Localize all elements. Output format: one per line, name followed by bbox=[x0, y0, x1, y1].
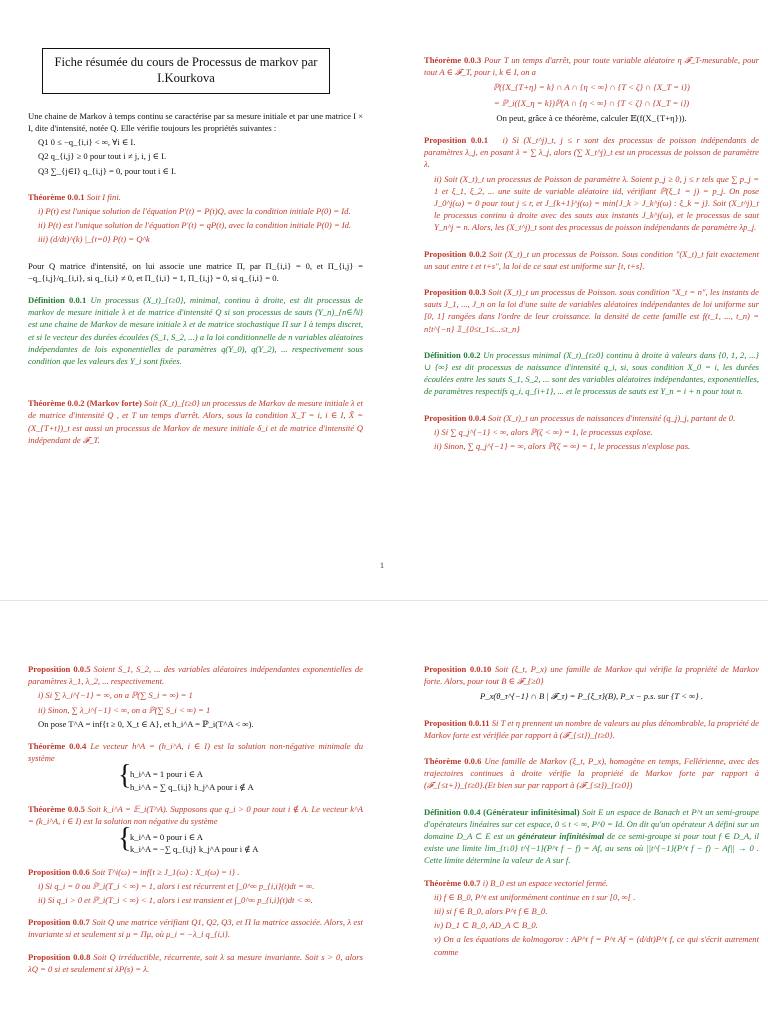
proposition-text: Soit (X_t)_t un processus de naissances d'intensité (q_j)_j, partant de 0. bbox=[487, 412, 736, 423]
proposition-heading: Proposition 0.0.2 bbox=[424, 248, 487, 259]
theorem-item-i: i) P(t) est l'unique solution de l'équation P′(t) = P(t)Q, avec la condition initiale P(0) = Id. bbox=[38, 205, 351, 216]
proposition-heading: Proposition 0.0.11 bbox=[424, 717, 490, 728]
definition-0-0-4 bbox=[424, 806, 759, 867]
proposition-item-ii: ii) Si q_i > 0 et ℙ_i(T_i < ∞) < 1, alors i est transient et ∫_0^∞ p_{i,i}(t)dt < ∞. bbox=[38, 895, 313, 906]
proposition-heading: Proposition 0.0.3 bbox=[424, 287, 486, 298]
proposition-equation: P_x(θ_τ^{−1} ∩ B | 𝓕_τ) = P_{ξ_τ}(B), P_x − p.s. sur {T < ∞} . bbox=[480, 691, 703, 702]
page1-left-column bbox=[28, 48, 363, 456]
definition-0-0-1 bbox=[28, 294, 363, 367]
equation-line: h_i^A = ∑ q_{i,j} h_j^A pour i ∉ A bbox=[130, 781, 254, 792]
property-q1: Q1 0 ≤ −q_{i,i} < ∞, ∀i ∈ I. bbox=[38, 137, 136, 148]
proposition-heading: Proposition 0.0.6 bbox=[28, 866, 90, 877]
intro-text: Une chaine de Markov à temps continu se caractérise par sa mesure initiale et par une matrice I × I, dite d'intensité, notée Q. Elle vérifie toujours les propriétés suivantes : bbox=[28, 110, 363, 133]
proposition-heading: Proposition 0.0.7 bbox=[28, 917, 90, 928]
theorem-0-0-6 bbox=[424, 755, 759, 792]
theorem-equation-1: ℙ({X_{T+η} = k} ∩ A ∩ {η < ∞} ∩ {T < ζ} ∩ {X_T = i}) bbox=[493, 82, 690, 93]
proposition-item-ii: ii) Sinon, ∑ q_j^{−1} = ∞, alors ℙ(ζ = ∞) = 1, le processus n'explose pas. bbox=[434, 441, 691, 452]
proposition-0-0-3 bbox=[424, 286, 759, 335]
theorem-heading: Théorème 0.0.4 bbox=[28, 741, 87, 752]
proposition-0-0-11 bbox=[424, 717, 759, 741]
theorem-heading: Théorème 0.0.2 (Markov forte) bbox=[28, 398, 142, 409]
proposition-heading: Proposition 0.0.10 bbox=[424, 664, 492, 674]
page-2 bbox=[0, 600, 768, 1024]
equation-line: { k_i^A = 0 pour i ∈ A bbox=[130, 832, 204, 843]
theorem-item-iii: iii) si f ∈ B_0, alors P^t f ∈ B_0. bbox=[434, 906, 548, 917]
equation-line: k_i^A = −∑ q_{i,j} k_j^A pour i ∉ A bbox=[130, 844, 259, 855]
definition-heading: Définition 0.0.2 bbox=[424, 349, 481, 360]
equation-line: { h_i^A = 1 pour i ∈ A bbox=[130, 769, 204, 780]
page2-left-column bbox=[28, 663, 363, 985]
proposition-text: Si T et η prennent un nombre de valeurs au plus dénombrable, la propriété de Markov forte est vérifiée par rapport à (𝓕_{≤t})_{t≥0}. bbox=[424, 717, 759, 740]
proposition-0-0-1 bbox=[424, 134, 759, 234]
theorem-text: Soit (X_t)_{t≥0} un processus de Markov de mesure initiale λ et de matrice d'intensité Q , et T un temps d'arrêt. Alors, sous la condition X_T = i, i ∈ I, X̃ = (X_{T+t})_t est aussi un processus de Markov de mesure initiale δ_i et de matrice d'intensité Q indépendant de 𝓕_T. bbox=[28, 398, 363, 445]
page1-right-column bbox=[424, 54, 759, 462]
proposition-0-0-8 bbox=[28, 951, 363, 975]
proposition-item-i: i) Si (X_t^j)_t, j ≤ r sont des processus de poisson indépendants de paramètres λ_j, en posant λ = ∑ λ_j, alors (∑ X_t^j)_t est un processus de poisson de paramètre λ. bbox=[424, 135, 759, 170]
proposition-0-0-10 bbox=[424, 663, 759, 703]
proposition-item-i: i) Si ∑ λ_i^{−1} = ∞, on a ℙ(∑ S_i = ∞) = 1 bbox=[38, 690, 193, 701]
proposition-0-0-5 bbox=[28, 663, 363, 730]
theorem-text: Pour T un temps d'arrêt, pour toute variable aléatoire η 𝓕_T-mesurable, pour tout A ∈ 𝓕_T, pour i, k ∈ I, on a bbox=[424, 55, 760, 78]
property-q2: Q2 q_{i,j} ≥ 0 pour tout i ≠ j, i, j ∈ I. bbox=[38, 151, 167, 162]
intro-paragraph bbox=[28, 110, 363, 177]
definition-heading: Définition 0.0.1 bbox=[28, 294, 87, 305]
proposition-heading: Proposition 0.0.8 bbox=[28, 951, 91, 962]
definition-text: Un processus minimal (X_t)_{t≥0} continu à droite à valeurs dans {0, 1, 2, ...} ∪ {∞} est dit processus de naissance d'intensité q_i, si, sous condition X_0 = i, les durées écoulées entre les sauts S_1, S_2, ... sont des variables aléatoires indépendantes, exponentielles, de paramètres respectifs q_i, q_{i+1}, ... et le processus de sauts est Y_n = i + n pour tout n. bbox=[424, 349, 759, 397]
proposition-text: Soit Q une matrice vérifiant Q1, Q2, Q3, et Π la matrice associée. Alors, λ est invariante si et seulement si μ = Πμ, où μ_i = −λ_i q_{i,i}. bbox=[28, 917, 363, 940]
proposition-item-i: i) Si q_i = 0 ou ℙ_i(T_i < ∞) = 1, alors i est récurrent et ∫_0^∞ p_{i,i}(t)dt = ∞. bbox=[38, 880, 315, 891]
proposition-item-ii: ii) Sinon, ∑ λ_i^{−1} < ∞, on a ℙ(∑ S_i < ∞) = 1 bbox=[38, 704, 211, 715]
theorem-text: Le vecteur h^A = (h_i^A, i ∈ I) est la solution non-négative minimale du système bbox=[28, 741, 363, 764]
proposition-text: Soient S_1, S_2, ... des variables aléatoires indépendantes exponentielles de paramètres λ_1, λ_2, ... respectivement. bbox=[28, 664, 363, 687]
theorem-text: i) B_0 est un espace vectoriel fermé. bbox=[482, 877, 608, 888]
proposition-text: Soit (X_t)_t un processus de Poisson. Sous condition "(X_t)_t fait exactement un saut entre t et t+s", la loi de ce saut est uniforme sur [t, t+s]. bbox=[424, 248, 759, 271]
hitting-time-definition: On pose T^A = inf{t ≥ 0, X_t ∈ A}, et h_i^A = ℙ_i(T^A < ∞). bbox=[38, 718, 254, 729]
theorem-heading: Théorème 0.0.6 bbox=[424, 756, 482, 767]
definition-text: Soit E un espace de Banach et P^t un semi-groupe d'opérateurs linéaires sur cet espace, 0 ≤ t < ∞, P^0 = Id. On dit qu'un opérateur A défini sur un domaine D_A ⊂ E est un générateur infinitésimal de ce semi-groupe si pour tout f ∈ D_A, il existe une limite lim_{t↓0} t^{−1}(P^t f − f) = Af, au sens où ||t^{−1}(P^t f − f) − Af|| → 0 . Cette limite détermine la valeur de A sur f. bbox=[424, 806, 759, 866]
proposition-heading: Proposition 0.0.1 bbox=[424, 135, 489, 146]
theorem-heading: Théorème 0.0.3 bbox=[424, 55, 482, 65]
proposition-heading: Proposition 0.0.5 bbox=[28, 664, 91, 674]
property-q3: Q3 ∑_{j∈I} q_{i,j} = 0, pour tout i ∈ I. bbox=[38, 165, 177, 176]
page2-right-column bbox=[424, 663, 759, 968]
bold-term: générateur infinitésimal bbox=[517, 831, 605, 842]
theorem-item-iii: iii) (d/dt)^(k) |_{t=0} P(t) = Q^k bbox=[38, 234, 150, 245]
proposition-0-0-2 bbox=[424, 248, 759, 272]
theorem-0-0-1 bbox=[28, 191, 363, 246]
definition-0-0-2 bbox=[424, 349, 759, 398]
theorem-equation-2: = ℙ_i({X_η = k})ℙ(A ∩ {η < ∞} ∩ {T < ζ} ∩ {X_T = i}) bbox=[493, 97, 690, 108]
definition-heading: Définition 0.0.4 (Générateur infinitésimal) bbox=[424, 806, 580, 817]
theorem-heading: Théorème 0.0.1 bbox=[28, 191, 85, 202]
theorem-item-ii: ii) f ∈ B_0, P^t est uniformément continue en t sur [0, ∞[ . bbox=[434, 891, 636, 902]
theorem-0-0-7 bbox=[424, 877, 759, 958]
theorem-text: Une famille de Markov (ξ_t, P_x), homogène en temps, Fellérienne, avec des trajectoires continues à droite vérifie la propriété de Markov forte par rapport à (𝓕_{≤t+})_{t≥0}.(Et bien sur par rapport à (𝓕_{≤t})_{t≥0}) bbox=[424, 756, 760, 791]
proposition-item-i: i) Si ∑ q_j^{−1} < ∞, alors ℙ(ζ < ∞) = 1, le processus explose. bbox=[434, 426, 653, 437]
theorem-text: Soit I fini. bbox=[86, 191, 121, 202]
proposition-heading: Proposition 0.0.4 bbox=[424, 412, 486, 423]
definition-text: Un processus (X_t)_{t≥0}, minimal, continu à droite, est dit processus de markov de mesure initiale λ et de matrice d'intensité Q si son processus de sauts (Y_n)_{n∈ℕ} est une chaine de Markov de mesure initiale λ et de matrice stochastique Π sur I à temps discret, et si le vecteur des durées écoulées (S_1, S_2, ...) a la loi conditionnelle de n variables aléatoires indépendantes de lois exponentielles de paramètres q(Y_0), q(Y_2), ... respectivement sous condition que les valeurs des Y_i sont fixées. bbox=[28, 294, 363, 366]
theorem-0-0-2 bbox=[28, 397, 363, 446]
theorem-remark: On peut, grâce à ce théorème, calculer 𝔼(f(X_{T+η})). bbox=[496, 112, 687, 123]
theorem-0-0-3 bbox=[424, 54, 759, 124]
proposition-text: Soit Q irréductible, récurrente, soit λ sa mesure invariante. Soit s > 0, alors λQ = 0 si et seulement si λP(s) = λ. bbox=[28, 951, 363, 974]
proposition-item-ii: ii) Soit (X_t)_t un processus de Poisson de paramètre λ. Soient p_j ≥ 0, j ≤ r tels que ∑ p_j = 1 et ξ_1, ξ_2, ... une suite de variable aléatoire iid, vérifiant ℙ(ξ_1 = j) = p_j. On pose J_0^j(ω) = 0 pour tout j ≤ r, et J_{k+1}^j(ω) = min{J_k > J_k^j(ω) : ξ_k = j}. Soit (X_t^j)_t le processus continu à droite avec des sauts aux instants J_k^j(ω), et le processus de saut Y_n^j = n. Alors, les (X_t^j)_t sont des processus de poisson indépendants de paramètre λp_j. bbox=[434, 173, 759, 233]
theorem-item-iv: iv) D_1 ⊂ B_0, AD_A ⊂ B_0. bbox=[434, 920, 538, 931]
theorem-0-0-5 bbox=[28, 803, 363, 856]
theorem-heading: Théorème 0.0.5 bbox=[28, 803, 85, 814]
pi-matrix-definition: Pour Q matrice d'intensité, on lui associe une matrice Π, par Π_{i,i} = 0, et Π_{i,j} = −q_{i,j}/q_{i,i}, si q_{i,i} ≠ 0, et Π_{i,i} = 1, Π_{i,j} = 0, si q_{i,i} = 0. bbox=[28, 260, 363, 283]
document-title: Fiche résumée du cours de Processus de markov par I.Kourkova bbox=[42, 48, 330, 94]
theorem-item-ii: ii) P(t) est l'unique solution de l'équation P′(t) = qP(t), avec la condition initiale P(0) = Id. bbox=[38, 220, 352, 231]
proposition-0-0-6 bbox=[28, 866, 363, 907]
theorem-item-v: v) On a les équations de kolmogorov : AP^t f = P^t Af = (d/dt)P^t f, ce qui s'écrit autrement comme bbox=[434, 934, 759, 957]
theorem-0-0-4 bbox=[28, 740, 363, 793]
proposition-text: Soit (ξ_t, P_x) une famille de Markov qui vérifie la propriété de Markov forte. Alors, pour tout B ∈ 𝓕_{≥0} bbox=[424, 664, 759, 687]
proposition-text: Soit (X_t)_t un processus de Poisson. sous condition "X_t = n", les instants de sauts J_1, ..., J_n on la loi d'une suite de variables aléatoires indépendantes de loi uniforme sur [0, 1] rangées dans l'ordre de leur croissance. la densité de cette famille est f(t_1, ..., t_n) = n!t^{−n} 𝟙_{0≤t_1≤...≤t_n} bbox=[424, 287, 760, 334]
equation-system bbox=[118, 768, 363, 792]
proposition-0-0-7 bbox=[28, 916, 363, 940]
page-number: 1 bbox=[380, 561, 384, 570]
theorem-text: Soit k_i^A = 𝔼_i(T^A). Supposons que q_i > 0 pour tout i ∉ A. Le vecteur k^A = (k_i^A, i ∈ I) est la solution non négative du système bbox=[28, 803, 363, 827]
proposition-0-0-4 bbox=[424, 412, 759, 453]
theorem-heading: Théorème 0.0.7 bbox=[424, 877, 481, 888]
equation-system bbox=[118, 831, 363, 855]
proposition-text: Soit T^i(ω) = inf{t ≥ J_1(ω) : X_t(ω) = i} . bbox=[91, 866, 240, 877]
